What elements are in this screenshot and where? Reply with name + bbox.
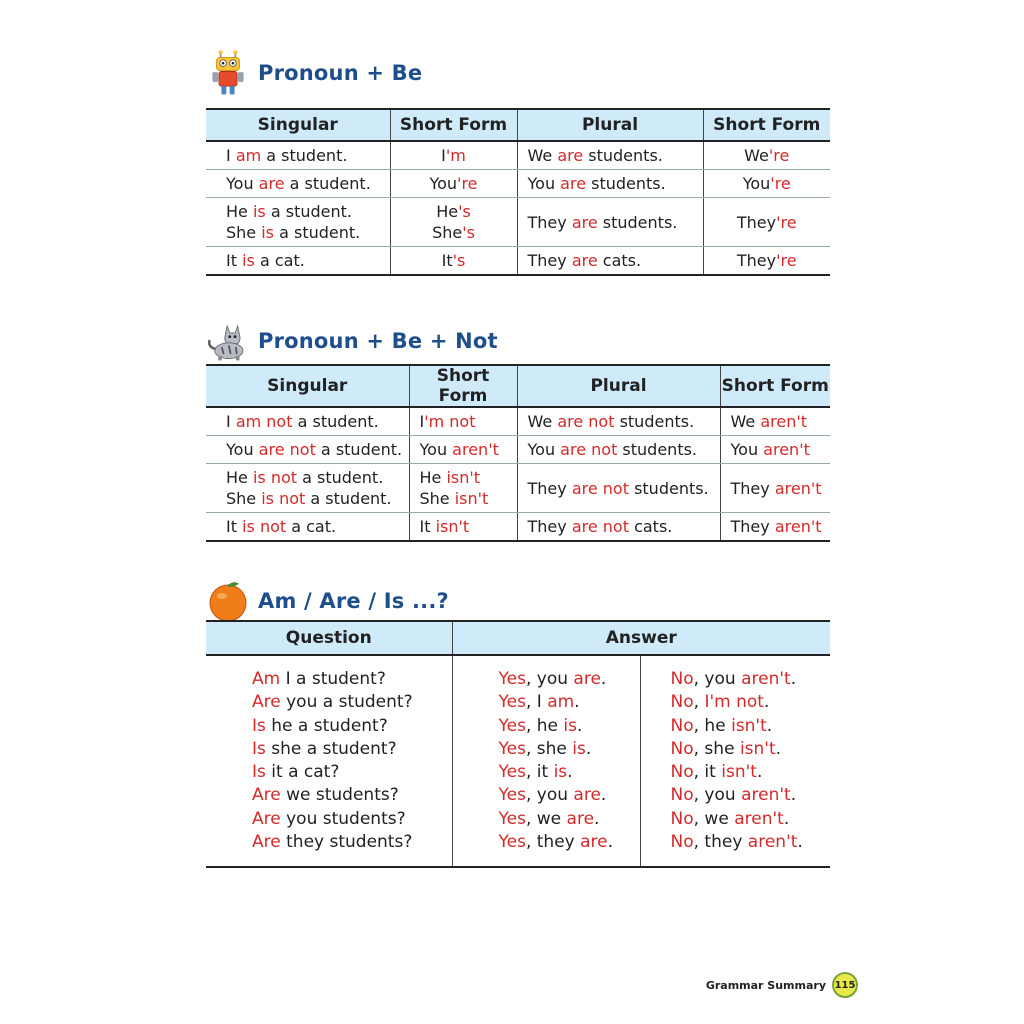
highlight-text: are	[560, 174, 587, 193]
highlight-text: 're	[768, 146, 790, 165]
plain-text: You	[527, 440, 561, 459]
cell-line	[401, 173, 507, 194]
cell-line	[226, 201, 380, 222]
highlight-text: is	[261, 223, 275, 242]
short-form-cell	[390, 247, 517, 276]
plain-text: They	[730, 478, 775, 498]
plain-text: she a student?	[265, 738, 397, 759]
highlight-text: aren't	[774, 517, 822, 536]
highlight-text: 's	[458, 202, 471, 221]
highlight-text: No	[670, 715, 694, 736]
page-number: 115	[832, 972, 858, 998]
table-row	[206, 141, 830, 170]
highlight-text: No	[670, 738, 694, 759]
short-form-cell	[720, 407, 830, 436]
cell-line	[714, 212, 821, 233]
cell-line	[226, 467, 399, 488]
highlight-text: are	[573, 785, 601, 806]
plain-text: .	[577, 715, 583, 736]
robot-icon	[206, 50, 250, 96]
plain-text: , he	[525, 715, 564, 736]
header-short-form: Short Form	[720, 365, 830, 407]
header-plural: Plural	[517, 109, 703, 141]
plain-text: , we	[693, 808, 735, 829]
highlight-text: Is	[252, 762, 266, 783]
singular-cell	[206, 247, 390, 276]
singular-cell	[206, 198, 390, 247]
highlight-text: am	[547, 692, 575, 713]
highlight-text: isn't	[721, 762, 757, 783]
cell-line	[731, 478, 821, 499]
plain-text: They	[527, 212, 572, 232]
plain-text: students.	[614, 412, 695, 431]
highlight-text: are	[571, 212, 598, 232]
plural-cell	[517, 141, 703, 170]
plural-cell	[517, 247, 703, 276]
no-answer-column	[640, 655, 830, 867]
highlight-text: No	[670, 762, 694, 783]
plain-text: They	[527, 251, 572, 270]
highlight-text: Is	[252, 738, 266, 759]
highlight-text: am	[235, 146, 262, 165]
table-row	[206, 247, 830, 276]
singular-cell	[206, 170, 390, 198]
plain-text: , he	[693, 715, 732, 736]
plain-text: It	[226, 251, 243, 270]
section-header	[206, 578, 449, 624]
highlight-text: are not	[571, 478, 629, 498]
highlight-text: Yes	[498, 692, 526, 713]
question-line	[252, 691, 452, 714]
cell-line	[226, 439, 403, 460]
plural-cell	[517, 436, 720, 464]
cell-line	[528, 145, 693, 166]
highlight-text: aren't	[774, 478, 822, 498]
plain-text: a student.	[297, 468, 384, 487]
highlight-text: isn't	[739, 738, 776, 759]
highlight-text: is not	[252, 468, 298, 487]
header-short-form: Short Form	[703, 109, 830, 141]
no-answer-line	[671, 808, 831, 831]
highlight-text: is	[553, 762, 568, 783]
plain-text: students.	[597, 212, 678, 232]
plain-text: I	[226, 412, 236, 431]
plain-text: I	[441, 146, 446, 165]
cell-line	[420, 467, 507, 488]
highlight-text: are not	[258, 440, 316, 459]
cell-line	[731, 411, 821, 432]
question-column	[206, 655, 452, 867]
plain-text: .	[763, 692, 770, 713]
no-answer-line	[671, 668, 831, 691]
highlight-text: isn't	[731, 715, 767, 736]
highlight-text: Yes	[498, 762, 526, 783]
plain-text: It	[226, 517, 243, 536]
cell-line	[731, 439, 821, 460]
cell-line	[528, 250, 693, 271]
plural-cell	[517, 198, 703, 247]
highlight-text: am not	[235, 412, 293, 431]
highlight-text: are	[571, 251, 598, 270]
plain-text: They	[527, 478, 572, 498]
yes-answer-line	[499, 761, 640, 784]
cell-line	[401, 145, 507, 166]
plain-text: a student.	[284, 174, 371, 193]
section-header	[206, 318, 498, 364]
singular-cell	[206, 407, 409, 436]
plain-text: , we	[525, 808, 567, 829]
cell-line	[226, 516, 399, 537]
cell-line	[401, 201, 507, 222]
pronoun-be-not-table	[206, 364, 830, 542]
question-line	[252, 831, 452, 854]
plain-text: , you	[693, 669, 742, 689]
section-title: Pronoun + Be	[258, 61, 423, 85]
header-plural: Plural	[517, 365, 720, 407]
highlight-text: are not	[571, 517, 629, 536]
header-short-form: Short Form	[390, 109, 517, 141]
am-are-is-table	[206, 620, 830, 868]
plain-text: He	[226, 468, 253, 487]
highlight-text: are not	[557, 412, 615, 431]
cell-line	[401, 250, 507, 271]
cell-line	[226, 488, 399, 509]
plain-text: students.	[628, 478, 709, 498]
highlight-text: Yes	[498, 832, 526, 853]
highlight-text: Are	[252, 785, 281, 806]
highlight-text: Yes	[498, 715, 526, 736]
plain-text: , they	[525, 832, 581, 853]
no-answer-line	[671, 738, 831, 761]
cell-line	[226, 173, 380, 194]
plain-text: .	[766, 715, 773, 736]
cell-line	[420, 439, 507, 460]
short-form-cell	[720, 513, 830, 542]
section-title: Am / Are / Is ...?	[258, 589, 449, 613]
header-answer: Answer	[452, 621, 830, 655]
cell-line	[420, 411, 507, 432]
short-form-cell	[390, 141, 517, 170]
plain-text: a cat.	[254, 251, 305, 270]
plain-text: .	[790, 785, 797, 806]
question-line	[252, 668, 452, 691]
plain-text: , it	[525, 762, 554, 783]
highlight-text: Yes	[498, 785, 526, 806]
plural-cell	[517, 513, 720, 542]
plain-text: .	[594, 808, 600, 829]
plain-text: .	[574, 692, 580, 713]
table-row	[206, 464, 830, 513]
plural-cell	[517, 170, 703, 198]
plain-text: , they	[693, 832, 748, 853]
highlight-text: aren't	[763, 440, 810, 459]
plain-text: .	[783, 808, 790, 829]
highlight-text: No	[670, 669, 694, 689]
plain-text: he a student?	[265, 715, 388, 736]
highlight-text: is	[572, 738, 586, 759]
short-form-cell	[409, 464, 517, 513]
cell-line	[528, 212, 693, 233]
table-row	[206, 170, 830, 198]
highlight-text: isn't	[446, 468, 481, 487]
highlight-text: Are	[252, 808, 281, 829]
highlight-text: are	[573, 669, 601, 689]
header-singular: Singular	[206, 365, 409, 407]
plain-text: She	[226, 489, 262, 508]
cell-line	[226, 222, 380, 243]
yes-answer-line	[499, 668, 640, 691]
highlight-text: isn't	[435, 517, 470, 536]
header-question: Question	[206, 621, 452, 655]
highlight-text: No	[670, 692, 694, 713]
highlight-text: are	[258, 174, 285, 193]
highlight-text: aren't	[760, 412, 807, 431]
plain-text: They	[730, 517, 775, 536]
plain-text: students.	[586, 174, 666, 193]
page-footer	[706, 972, 858, 998]
short-form-cell	[390, 198, 517, 247]
highlight-text: 'm	[445, 146, 466, 165]
plain-text: a student.	[261, 146, 348, 165]
plain-text: It	[419, 517, 436, 536]
cell-line	[420, 516, 507, 537]
plain-text: They	[527, 517, 572, 536]
plain-text: You	[226, 440, 259, 459]
yes-answer-line	[499, 691, 640, 714]
highlight-text: aren't	[741, 785, 791, 806]
yes-answer-line	[499, 808, 640, 831]
table-row	[206, 436, 830, 464]
footer-label: Grammar Summary	[705, 978, 826, 992]
highlight-text: is	[242, 251, 255, 270]
plain-text: We	[730, 412, 761, 431]
plain-text: they students?	[280, 832, 413, 853]
cell-line	[528, 173, 693, 194]
plain-text: We	[527, 146, 558, 165]
singular-cell	[206, 141, 390, 170]
plain-text: , you	[525, 785, 574, 806]
plural-cell	[517, 464, 720, 513]
highlight-text: aren't	[747, 832, 798, 853]
highlight-text: Are	[252, 832, 281, 853]
cell-line	[226, 145, 380, 166]
plain-text: , you	[525, 669, 574, 689]
highlight-text: No	[670, 785, 694, 806]
singular-cell	[206, 513, 409, 542]
short-form-cell	[703, 198, 830, 247]
cell-line	[714, 173, 821, 194]
plain-text: cats.	[628, 517, 673, 536]
table-row	[206, 513, 830, 542]
plain-text: He	[419, 468, 447, 487]
plain-text: You	[419, 440, 453, 459]
highlight-text: aren't	[741, 669, 791, 689]
cell-line	[226, 411, 399, 432]
plain-text: a student.	[315, 440, 403, 459]
highlight-text: are	[566, 808, 595, 829]
plain-text: You	[742, 174, 771, 193]
plain-text: students.	[617, 440, 698, 459]
highlight-text: is not	[242, 517, 287, 536]
question-line	[252, 784, 452, 807]
highlight-text: is not	[261, 489, 306, 508]
plain-text: I a student?	[280, 669, 386, 689]
short-form-cell	[720, 436, 830, 464]
plain-text: we students?	[280, 785, 399, 806]
plain-text: students.	[583, 146, 663, 165]
plain-text: .	[600, 669, 607, 689]
no-answer-line	[671, 761, 831, 784]
cell-line	[420, 488, 507, 509]
plain-text: a cat.	[286, 517, 337, 536]
pronoun-be-table	[206, 108, 830, 276]
cell-line	[528, 516, 710, 537]
section-header	[206, 50, 422, 96]
table-row	[206, 407, 830, 436]
plain-text: ,	[693, 692, 705, 713]
yes-answer-column	[452, 655, 640, 867]
highlight-text: is	[252, 202, 266, 221]
cell-line	[714, 145, 821, 166]
highlight-text: No	[670, 832, 694, 853]
plain-text: .	[600, 785, 607, 806]
plain-text: You	[730, 440, 764, 459]
short-form-cell	[703, 141, 830, 170]
plain-text: a student.	[274, 223, 361, 242]
highlight-text: Is	[252, 715, 266, 736]
plain-text: You	[226, 174, 259, 193]
highlight-text: 're	[457, 174, 478, 193]
yes-answer-line	[499, 831, 640, 854]
no-answer-line	[671, 715, 831, 738]
singular-cell	[206, 436, 409, 464]
highlight-text: Yes	[498, 738, 526, 759]
question-line	[252, 808, 452, 831]
cell-line	[528, 439, 710, 460]
header-singular: Singular	[206, 109, 390, 141]
plain-text: , it	[693, 762, 722, 783]
plain-text: you students?	[280, 808, 406, 829]
plain-text: a student.	[292, 412, 379, 431]
section-title: Pronoun + Be + Not	[258, 329, 498, 353]
cell-line	[401, 222, 507, 243]
plural-cell	[517, 407, 720, 436]
highlight-text: Yes	[498, 808, 526, 829]
highlight-text: 'm not	[424, 412, 476, 431]
highlight-text: Am	[252, 669, 281, 689]
highlight-text: 're	[770, 174, 791, 193]
cell-line	[226, 250, 380, 271]
plain-text: He	[226, 202, 253, 221]
plain-text: She	[419, 489, 455, 508]
plain-text: .	[567, 762, 573, 783]
plain-text: , she	[693, 738, 740, 759]
highlight-text: 's	[462, 223, 475, 242]
highlight-text: Are	[252, 692, 281, 713]
yes-answer-line	[499, 715, 640, 738]
highlight-text: are	[557, 146, 584, 165]
plain-text: I	[419, 412, 425, 431]
plain-text: .	[756, 762, 763, 783]
cell-line	[714, 250, 821, 271]
plain-text: They	[736, 212, 777, 232]
plain-text: He	[436, 202, 459, 221]
highlight-text: is	[563, 715, 577, 736]
plain-text: You	[527, 174, 561, 193]
short-form-cell	[720, 464, 830, 513]
plain-text: .	[797, 832, 803, 853]
plain-text: We	[527, 412, 558, 431]
plain-text: .	[775, 738, 782, 759]
short-form-cell	[703, 170, 830, 198]
question-line	[252, 738, 452, 761]
highlight-text: I'm not	[704, 692, 764, 713]
highlight-text: are	[580, 832, 608, 853]
plain-text: She	[226, 223, 262, 242]
short-form-cell	[409, 407, 517, 436]
plain-text: They	[736, 251, 777, 270]
table-row	[206, 198, 830, 247]
header-short-form: Short Form	[409, 365, 517, 407]
highlight-text: Yes	[498, 669, 526, 689]
yes-answer-line	[499, 738, 640, 761]
question-line	[252, 715, 452, 738]
plain-text: .	[607, 832, 614, 853]
plain-text: , you	[693, 785, 742, 806]
yes-answer-line	[499, 784, 640, 807]
highlight-text: 's	[452, 251, 466, 270]
orange-icon	[206, 578, 250, 624]
short-form-cell	[409, 436, 517, 464]
short-form-cell	[409, 513, 517, 542]
highlight-text: aren't	[452, 440, 499, 459]
plain-text: You	[429, 174, 458, 193]
highlight-text: 're	[776, 251, 797, 270]
highlight-text: isn't	[454, 489, 489, 508]
plain-text: a student.	[305, 489, 392, 508]
cell-line	[731, 516, 821, 537]
plain-text: She	[432, 223, 463, 242]
plain-text: a student.	[265, 202, 352, 221]
plain-text: you a student?	[280, 692, 413, 713]
no-answer-line	[671, 784, 831, 807]
plain-text: .	[790, 669, 797, 689]
plain-text: cats.	[597, 251, 642, 270]
question-line	[252, 761, 452, 784]
highlight-text: aren't	[734, 808, 784, 829]
cell-line	[528, 478, 710, 499]
plain-text: It	[441, 251, 453, 270]
highlight-text: are not	[560, 440, 618, 459]
highlight-text: No	[670, 808, 694, 829]
cell-line	[528, 411, 710, 432]
highlight-text: 're	[776, 212, 797, 232]
no-answer-line	[671, 831, 831, 854]
plain-text: .	[585, 738, 592, 759]
short-form-cell	[390, 170, 517, 198]
plain-text: it a cat?	[265, 762, 340, 783]
plain-text: , I	[525, 692, 548, 713]
plain-text: , she	[525, 738, 573, 759]
short-form-cell	[703, 247, 830, 276]
singular-cell	[206, 464, 409, 513]
plain-text: We	[744, 146, 769, 165]
plain-text: I	[226, 146, 236, 165]
no-answer-line	[671, 691, 831, 714]
cat-icon	[206, 318, 250, 364]
